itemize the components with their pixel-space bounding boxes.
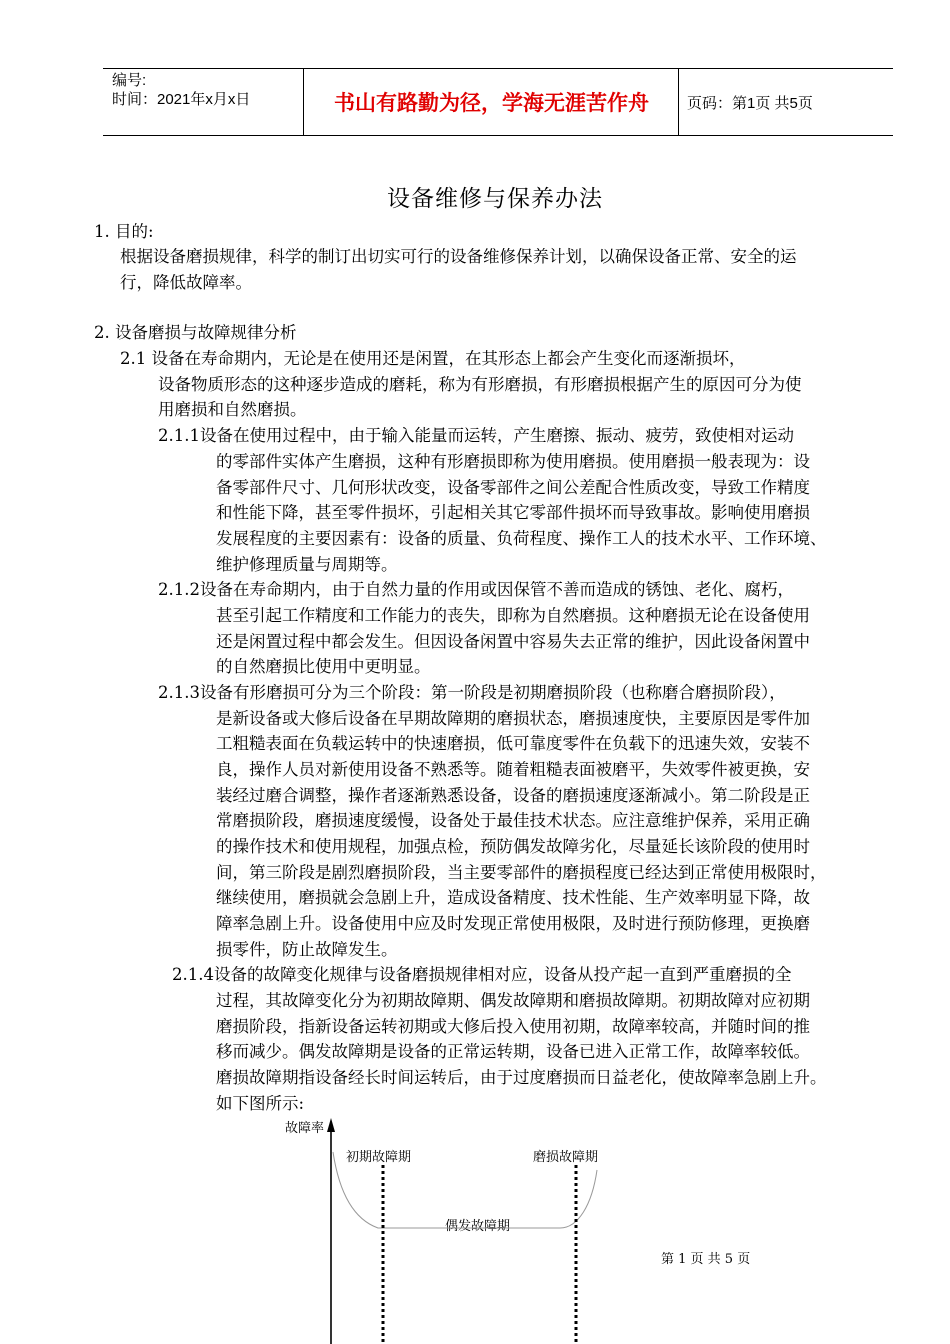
paragraph-line: 装经过磨合调整，操作者逐渐熟悉设备，设备的磨损速度逐渐减小。第二阶段是正 [216, 786, 810, 805]
diagram-wear-label: 磨损故障期 [533, 1150, 599, 1165]
paragraph-line: 还是闲置过程中都会发生。但因设备闲置中容易失去正常的维护，因此设备闲置中 [216, 632, 810, 651]
page-header [103, 68, 893, 136]
paragraph-line: 移而减少。偶发故障期是设备的正常运转期，设备已进入正常工作，故障率较低。 [216, 1042, 810, 1061]
header-divider [303, 69, 304, 135]
paragraph-line: 备零部件尺寸、几何形状改变，设备零部件之间公差配合性质改变，导致工作精度 [216, 478, 810, 497]
paragraph-line: 的操作技术和使用规程，加强点检，预防偶发故障劣化，尽量延长该阶段的使用时 [216, 837, 810, 856]
diagram-early-label: 初期故障期 [346, 1150, 412, 1165]
paragraph-line: 磨损阶段，指新设备运转初期或大修后投入使用初期，故障率较高，并随时间的推 [216, 1017, 810, 1036]
paragraph-line: 和性能下降，甚至零件损坏，引起相关其它零部件损坏而导致事故。影响使用磨损 [216, 503, 810, 522]
header-motto: 书山有路勤为径，学海无涯苦作舟 [334, 92, 649, 115]
paragraph-line: 间，第三阶段是剧烈磨损阶段，当主要零部件的磨损程度已经达到正常使用极限时， [216, 863, 827, 882]
paragraph-line: 2.1.2设备在寿命期内，由于自然力量的作用或因保管不善而造成的锈蚀、老化、腐朽， [158, 580, 794, 599]
paragraph-line: 障率急剧上升。设备使用中应及时发现正常使用极限，及时进行预防修理，更换磨 [216, 914, 810, 933]
paragraph-line: 工粗糙表面在负载运转中的快速磨损，低可靠度零件在负载下的迅速失效，安装不 [216, 734, 810, 753]
diagram-random-label: 偶发故障期 [445, 1219, 511, 1234]
paragraph-line: 良，操作人员对新使用设备不熟悉等。随着粗糙表面被磨平，失效零件被更换，安 [216, 760, 810, 779]
paragraph-line: 的零部件实体产生磨损，这种有形磨损即称为使用磨损。使用磨损一般表现为：设 [216, 452, 810, 471]
paragraph-line: 是新设备或大修后设备在早期故障期的磨损状态，磨损速度快，主要原因是零件加 [216, 709, 810, 728]
paragraph-line: 2.1.4设备的故障变化规律与设备磨损规律相对应，设备从投产起一直到严重磨损的全 [172, 965, 792, 984]
paragraph-line: 用磨损和自然磨损。 [158, 400, 307, 419]
paragraph-line: 维护修理质量与周期等。 [216, 555, 398, 574]
paragraph-line: 的自然磨损比使用中更明显。 [216, 657, 431, 676]
diagram-y-label: 故障率 [285, 1121, 325, 1136]
paragraph-line: 2.1.1设备在使用过程中，由于输入能量而运转，产生磨擦、振动、疲劳，致使相对运动 [158, 426, 794, 445]
paragraph-line: 如下图所示: [216, 1094, 305, 1113]
header-page-info: 页码：第1页 共5页 [687, 95, 813, 112]
paragraph-line: 2.1.3设备有形磨损可分为三个阶段：第一阶段是初期磨损阶段（也称磨合磨损阶段）， [158, 683, 786, 702]
paragraph-line: 设备物质形态的这种逐步造成的磨耗，称为有形磨损，有形磨损根据产生的原因可分为使 [158, 375, 802, 394]
paragraph-line: 发展程度的主要因素有：设备的质量、负荷程度、操作工人的技术水平、工作环境、 [216, 529, 827, 548]
section-heading: 1. 目的: [94, 222, 154, 241]
paragraph-line: 行，降低故障率。 [120, 273, 252, 292]
number-label: 编号: [112, 72, 147, 89]
document-title: 设备维修与保养办法 [387, 186, 603, 212]
section-heading: 2. 设备磨损与故障规律分析 [94, 323, 297, 342]
paragraph-line: 损零件，防止故障发生。 [216, 940, 398, 959]
paragraph-line: 继续使用，磨损就会急剧上升，造成设备精度、技术性能、生产效率明显下降，故 [216, 888, 810, 907]
paragraph-line: 2.1 设备在寿命期内，无论是在使用还是闲置，在其形态上都会产生变化而逐渐损坏， [120, 349, 746, 368]
paragraph-line: 根据设备磨损规律，科学的制订出切实可行的设备维修保养计划，以确保设备正常、安全的运 [120, 247, 797, 266]
paragraph-line: 过程，其故障变化分为初期故障期、偶发故障期和磨损故障期。初期故障对应初期 [216, 991, 810, 1010]
page-footer: 第 1 页 共 5 页 [661, 1252, 751, 1267]
paragraph-line: 磨损故障期指设备经长时间运转后，由于过度磨损而日益老化，使故障率急剧上升。 [216, 1068, 827, 1087]
header-divider [678, 69, 679, 135]
paragraph-line: 常磨损阶段，磨损速度缓慢，设备处于最佳技术状态。应注意维护保养，采用正确 [216, 811, 810, 830]
header-meta [112, 71, 250, 109]
time-label: 时间：2021年x月x日 [112, 91, 251, 108]
paragraph-line: 甚至引起工作精度和工作能力的丧失，即称为自然磨损。这种磨损无论在设备使用 [216, 606, 810, 625]
y-axis [327, 1118, 335, 1344]
